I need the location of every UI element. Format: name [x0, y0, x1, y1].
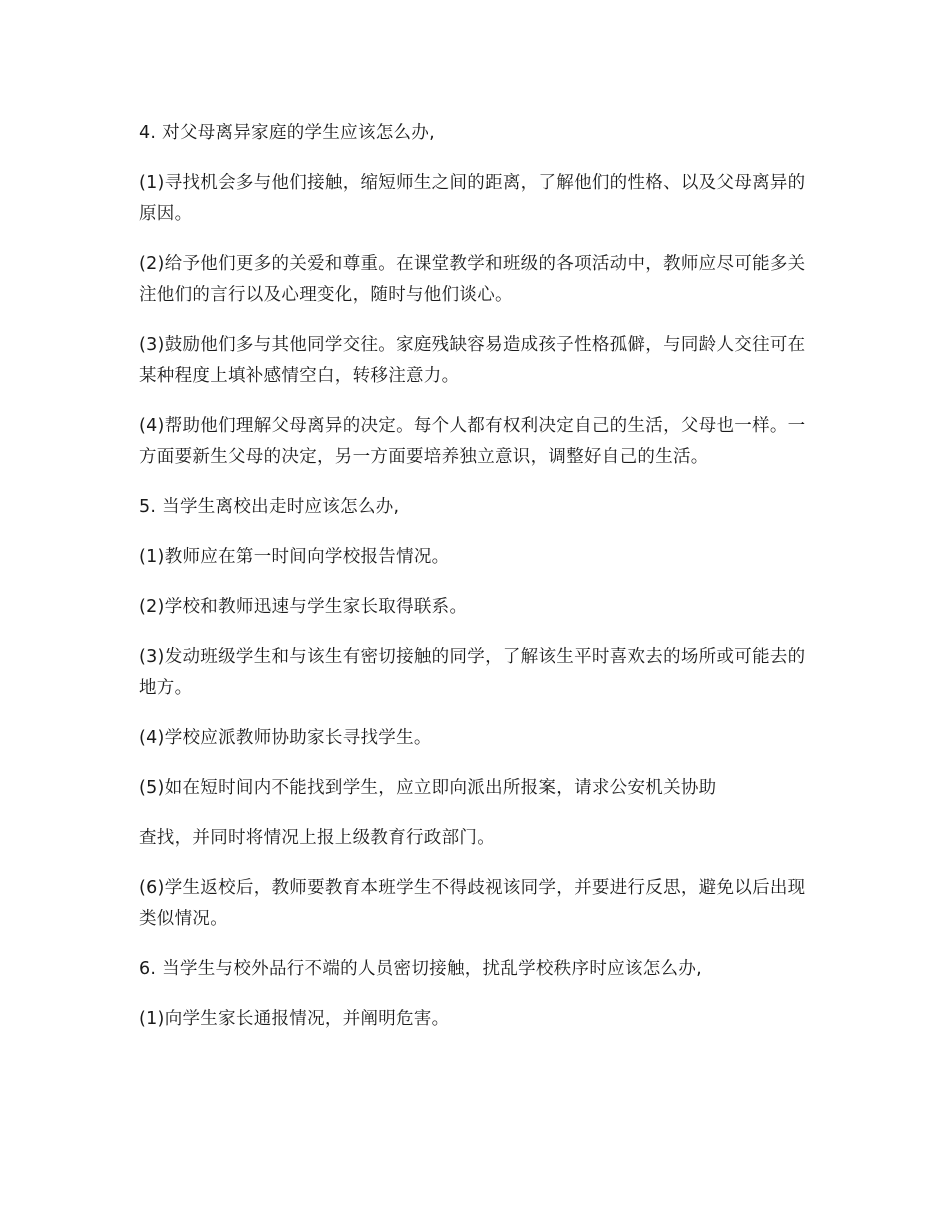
paragraph: (1)向学生家长通报情况，并阐明危害。	[139, 1009, 450, 1029]
paragraph: (1)教师应在第一时间向学校报告情况。	[139, 547, 450, 567]
paragraph: (3)发动班级学生和与该生有密切接触的同学，了解该生平时喜欢去的场所或可能去的地方。	[139, 647, 806, 698]
section-heading-5: 5. 当学生离校出走时应该怎么办,	[139, 497, 400, 517]
paragraph: 查找，并同时将情况上报上级教育行政部门。	[139, 828, 495, 848]
section-heading-6: 6. 当学生与校外品行不端的人员密切接触，扰乱学校秩序时应该怎么办,	[139, 959, 703, 979]
paragraph: (4)帮助他们理解父母离异的决定。每个人都有权利决定自己的生活，父母也一样。一方面要新生父母的决定，另一方面要培养独立意识，调整好自己的生活。	[139, 416, 806, 467]
paragraph: (3)鼓励他们多与其他同学交往。家庭残缺容易造成孩子性格孤僻，与同龄人交往可在某种程度上填补感情空白，转移注意力。	[139, 335, 806, 386]
paragraph: (2)学校和教师迅速与学生家长取得联系。	[139, 597, 468, 617]
paragraph: (5)如在短时间内不能找到学生，应立即向派出所报案，请求公安机关协助	[139, 778, 717, 798]
paragraph: (6)学生返校后，教师要教育本班学生不得歧视该同学，并要进行反思，避免以后出现类似情况。	[139, 878, 806, 929]
paragraph: (1)寻找机会多与他们接触，缩短师生之间的距离，了解他们的性格、以及父母离异的原因。	[139, 173, 806, 224]
paragraph: (4)学校应派教师协助家长寻找学生。	[139, 728, 432, 748]
paragraph: (2)给予他们更多的关爱和尊重。在课堂教学和班级的各项活动中，教师应尽可能多关注他们的言行以及心理变化，随时与他们谈心。	[139, 254, 806, 305]
section-heading-4: 4. 对父母离异家庭的学生应该怎么办,	[139, 123, 436, 143]
document-body	[139, 118, 814, 1054]
